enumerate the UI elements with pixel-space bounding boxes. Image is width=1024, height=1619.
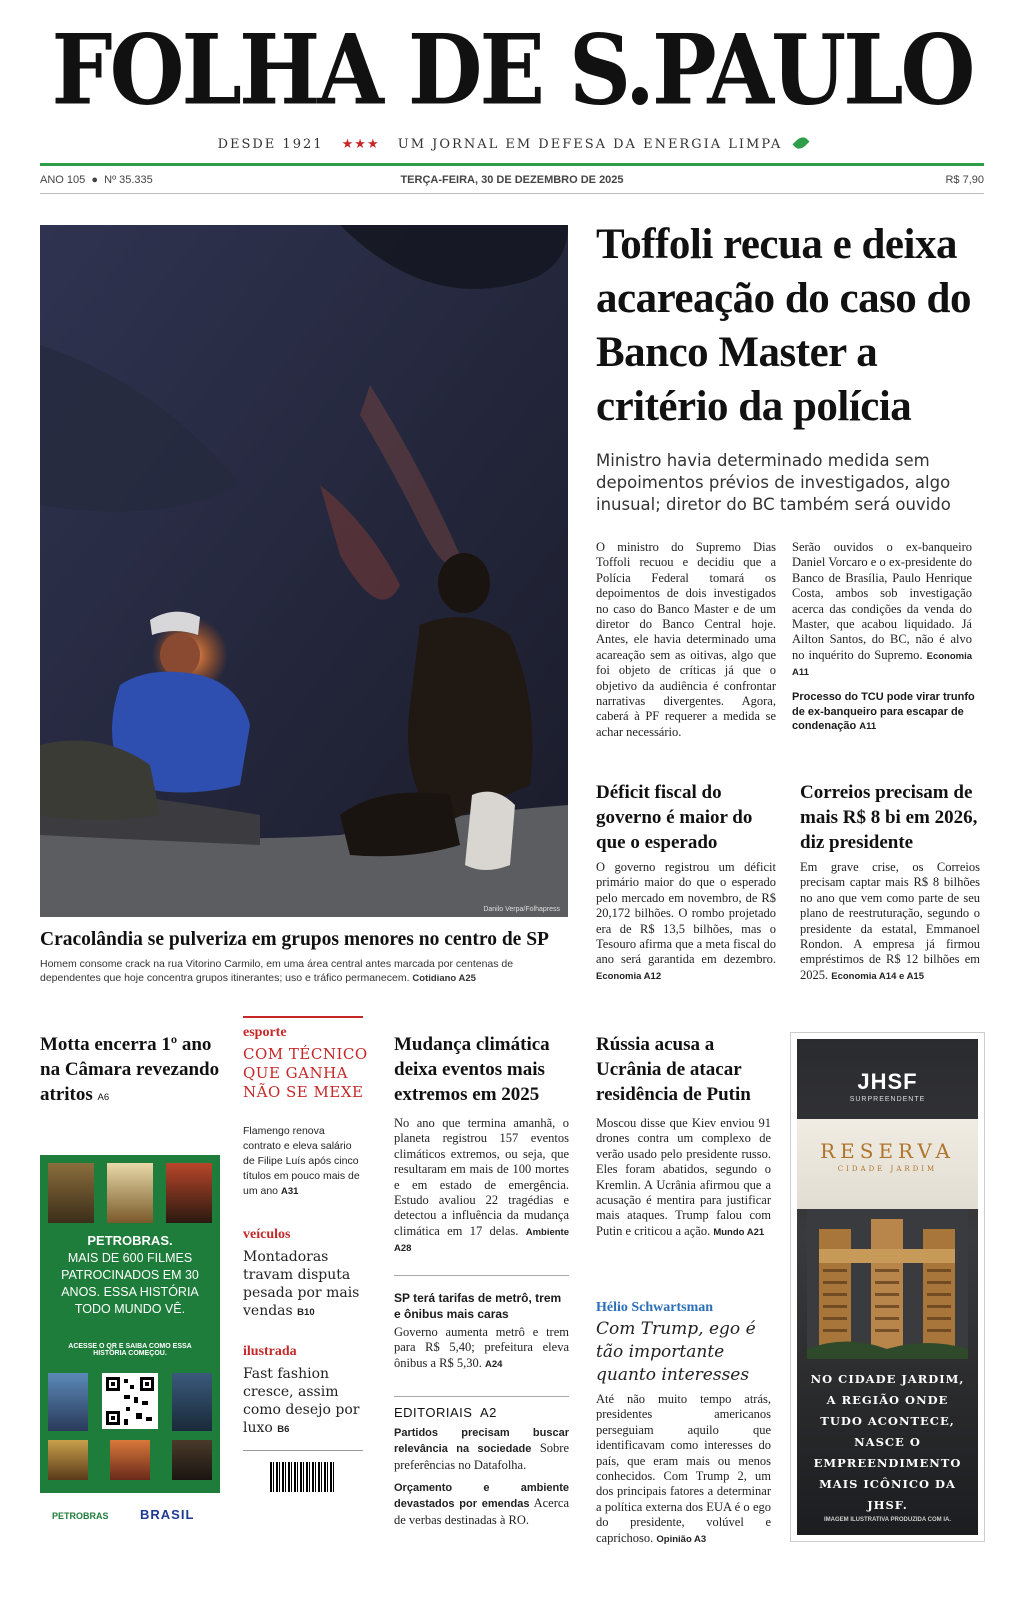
- reserva-title: RESERVA: [820, 1139, 955, 1163]
- edition-date: TERÇA-FEIRA, 30 DE DEZEMBRO DE 2025: [400, 174, 624, 186]
- ilustrada-title: Fast fashion cresce, assim como desejo por luxo B6: [243, 1366, 360, 1436]
- clima-divider: [394, 1275, 569, 1276]
- section-label-esporte: esporte: [243, 1025, 287, 1040]
- poster-8: [172, 1440, 212, 1480]
- brasil-logo: BRASIL: [140, 1507, 195, 1522]
- lead-body-col1: O ministro do Supremo Dias Toffoli recuou e decidiu que a Polícia Federal tomará os depoimentos de dois investigados no caso do Banco Master e de um diretor do Banco Central hoje. Antes, ele havia determinado uma acareação sem as oitivas, algo que foi objeto de críticas já que o objetivo da audiência é confrontar narrativas divergentes. Agora, caberá à PF requerer a medida se achar necessário.: [596, 540, 776, 739]
- petrobras-logo: PETROBRAS: [52, 1511, 109, 1521]
- jhsf-logo: JHSF: [857, 1069, 918, 1094]
- photo-caption-ref: Cotidiano A25: [412, 973, 476, 984]
- opinion-author: Hélio Schwartsman: [596, 1300, 714, 1315]
- correios-headline: Correios precisam de mais R$ 8 bi em 2026, diz presidente: [800, 782, 978, 853]
- correios-body: Em grave crise, os Correios precisam captar mais R$ 8 bilhões no ano que vem como parte de seu plano de reestruturação, segundo o presidente da estatal, Emmanoel Rondon. A empresa já firmou empréstimos de R$ 12 bilhões em 2025. Economia A14 e A15: [800, 860, 980, 982]
- masthead-title: FOLHA DE S.PAULO: [51, 13, 973, 128]
- building-illustration: [807, 1209, 968, 1359]
- section-label-ilustrada: ilustrada: [243, 1344, 297, 1359]
- poster-6: [48, 1440, 88, 1480]
- jhsf-ad[interactable]: [790, 1032, 985, 1542]
- ad-petrobras-logos: [40, 1493, 220, 1545]
- esporte-body: Flamengo renova contrato e eleva salário de Filipe Luís após cinco títulos em pouco mais de um ano A31: [243, 1125, 360, 1197]
- qr-code-icon[interactable]: [102, 1373, 158, 1429]
- stars-icon: ★★★: [341, 137, 380, 152]
- editoriais-label: EDITORIAIS A2: [394, 1405, 497, 1420]
- editorial-2: Orçamento e ambiente devastados por emendas Acerca de verbas destinadas à RO.: [394, 1482, 569, 1527]
- esporte-title: COM TÉCNICO QUE GANHA NÃO SE MEXE: [243, 1045, 368, 1101]
- sidebar-divider-1: [243, 1016, 363, 1018]
- tarifas-headline: SP terá tarifas de metrô, trem e ônibus mais caras: [394, 1291, 562, 1321]
- lead-subhead: Ministro havia determinado medida sem depoimentos prévios de investigados, algo inusual; diretor do BC também será ouvido: [596, 451, 951, 514]
- poster-1: [48, 1163, 94, 1223]
- editorial-1: Partidos precisam buscar relevância na sociedade Sobre preferências no Datafolha.: [394, 1427, 569, 1472]
- barcode-icon: [270, 1462, 336, 1492]
- ad-petrobras-cta: ACESSE O QR E SAIBA COMO ESSA HISTÓRIA COMEÇOU.: [68, 1343, 192, 1357]
- jhsf-sub: SURPREENDENTE: [849, 1096, 926, 1103]
- ad-posters-bottom: [48, 1440, 212, 1480]
- photo-credit: Danilo Verpa/Folhapress: [483, 906, 560, 913]
- motto-label: UM JORNAL EM DEFESA DA ENERGIA LIMPA: [397, 137, 783, 152]
- photo-illustration: [40, 225, 568, 917]
- jhsf-disclaimer: IMAGEM ILUSTRATIVA PRODUZIDA COM IA.: [824, 1517, 951, 1523]
- photo-caption-title: Cracolândia se pulveriza em grupos menores no centro de SP: [40, 929, 549, 950]
- reserva-sub: CIDADE JARDIM: [837, 1165, 938, 1173]
- petrobras-ad[interactable]: [40, 1155, 220, 1545]
- masthead-tagline: [0, 136, 1024, 152]
- deficit-body: O governo registrou um déficit primário maior do que o esperado pelo mercado em novembro, de R$ 20,172 bilhões. O rombo projetado era de R$ 13,5 bilhões, mas o Tesouro afirma que a meta fiscal do ano será garantida em dezembro. Economia A12: [596, 860, 776, 982]
- since-label: DESDE 1921: [217, 137, 324, 152]
- clima-body: No ano que termina amanhã, o planeta registrou 157 eventos climáticos extremos, ou seja, que resultaram em mais de 100 mortes e em estado de emergência. Estudo avaliou 22 tragédias e detectou a influência da mudança climática em 17 delas. Ambiente A28: [394, 1116, 569, 1255]
- jhsf-header-band: [797, 1119, 978, 1209]
- deficit-headline: Déficit fiscal do governo é maior do que o esperado: [596, 782, 753, 853]
- section-label-veiculos: veículos: [243, 1227, 291, 1242]
- poster-3: [166, 1163, 212, 1223]
- photo-caption: Homem consome crack na rua Vitorino Carmilo, em uma área central antes marcada por centenas de dependentes que hoje concentra grupos itinerantes; uso e tráfico permanecem. Cotidiano A25: [40, 958, 514, 984]
- russia-body: Moscou disse que Kiev enviou 91 drones contra um complexo de verão usado pelo presidente russo. Eles foram abatidos, segundo o Kremlin. A Ucrânia afirmou que a acusação é mentira para justificar mais ataques. Trump falou com Putin e criticou a ação. Mundo A21: [596, 1116, 771, 1238]
- lead-related: Processo do TCU pode virar trunfo de ex-banqueiro para escapar de condenação A11: [792, 691, 975, 732]
- jhsf-ad-text: NO CIDADE JARDIM, A REGIÃO ONDE TUDO ACONTECE, NASCE O EMPREENDIMENTO MAIS ICÔNICO DA JHSF.: [810, 1372, 965, 1512]
- lead-photo: [40, 225, 568, 917]
- tarifas-body: Governo aumenta metrô e trem para R$ 5,40; prefeitura eleva ônibus a R$ 5,30. A24: [394, 1325, 569, 1370]
- poster-4: [48, 1373, 88, 1431]
- dateline-divider: [40, 193, 984, 194]
- poster-2: [107, 1163, 153, 1223]
- motta-headline: Motta encerra 1º ano na Câmara revezando atritos A6: [40, 1034, 220, 1105]
- poster-7: [110, 1440, 150, 1480]
- russia-headline: Rússia acusa a Ucrânia de atacar residência de Putin: [596, 1034, 751, 1105]
- qr-pattern: [102, 1373, 158, 1429]
- edition-price: R$ 7,90: [945, 174, 984, 186]
- edition-info: ANO 105 ● Nº 35.335: [40, 174, 153, 186]
- veiculos-title: Montadoras travam disputa pesada por mais vendas B10: [243, 1249, 360, 1319]
- clima-headline: Mudança climática deixa eventos mais extremos em 2025: [394, 1034, 550, 1105]
- masthead-divider: [40, 163, 984, 166]
- lead-headline: Toffoli recua e deixa acareação do caso do Banco Master a critério da polícia: [596, 221, 971, 430]
- lead-body-col2: Serão ouvidos o ex-banqueiro Daniel Vorcaro e o ex-presidente do Banco de Brasília, Paulo Henrique Costa, ambos sob investigação acerca das condições da venda do Master, que acabou liquidado. Já Ailton Santos, do BC, não é alvo no inquérito do Supremo. Economia A11: [792, 540, 973, 679]
- ad-petrobras-text: MAIS DE 600 FILMES PATROCINADOS EM 30 ANOS. ESSA HISTÓRIA TODO MUNDO VÊ.: [61, 1251, 199, 1316]
- ad-petrobras-brand: PETROBRAS.: [87, 1233, 173, 1248]
- sidebar-divider-2: [243, 1450, 363, 1451]
- poster-5: [172, 1373, 212, 1431]
- jhsf-ad-panel: [797, 1039, 978, 1535]
- ad-posters-top: [48, 1163, 212, 1223]
- opinion-title: Com Trump, ego é tão importante quanto interesses: [596, 1319, 756, 1385]
- editoriais-divider: [394, 1396, 569, 1397]
- leaf-icon: [793, 135, 810, 152]
- opinion-body: Até não muito tempo atrás, presidentes americanos perseguiam aquilo que identificavam como interesses do país, que eram mais ou menos conhecidos. Com Trump 2, um dos principais fatores a determinar a política externa dos EUA é o ego do presidente, volúvel e caprichoso. Opinião A3: [596, 1392, 771, 1545]
